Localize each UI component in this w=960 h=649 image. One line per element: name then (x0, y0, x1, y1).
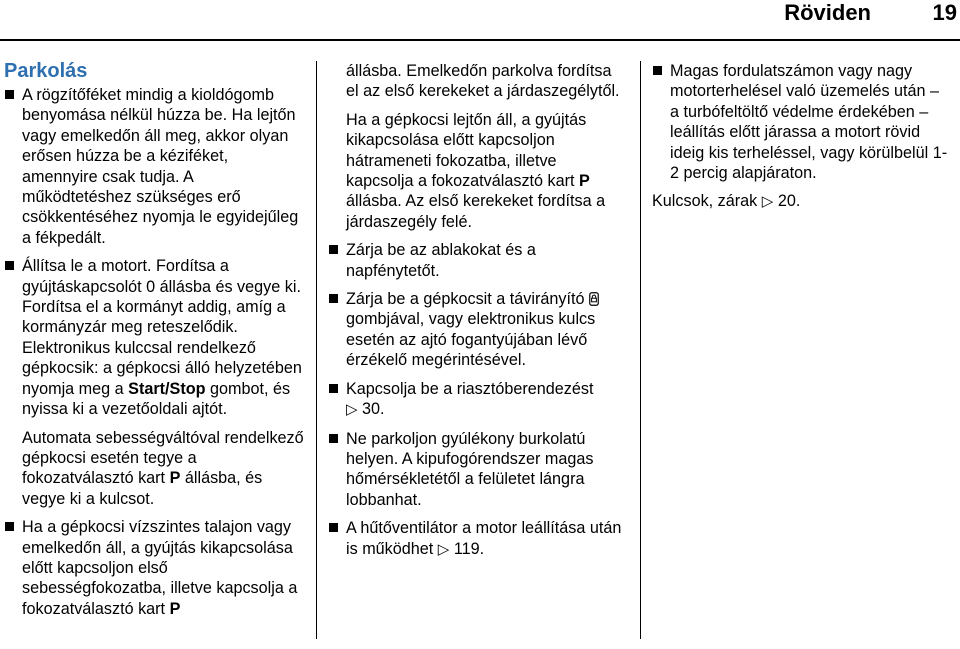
list-item-text: Állítsa le a motort. Fordítsa a gyújtáskapcsolót 0 állásba és vegye ki. Fordítsa el a kormányt addig, amíg a kormányzár meg reteszelődik. Elektronikus kulccsal rendelkező gépkocsik: a gépkocsi álló helyzetében nyomja meg a (22, 257, 302, 398)
reference-arrow-icon: ▷ (437, 540, 450, 558)
section-title: Parkolás (4, 60, 88, 82)
list-item (328, 429, 628, 511)
square-bullet-icon (329, 245, 338, 254)
column-1 (4, 59, 304, 627)
chapter-title: Röviden (784, 0, 871, 25)
square-bullet-icon (653, 66, 662, 75)
list-item-paragraph (22, 256, 304, 419)
gear-p-label: P (579, 172, 590, 191)
list-item-text: Kapcsolja be a riasztóberendezést (346, 379, 594, 398)
list-item (328, 289, 628, 371)
list-item (328, 240, 628, 281)
gear-p-label: P (169, 599, 181, 618)
reference-arrow-icon: ▷ (761, 193, 774, 211)
page-number: 19 (932, 0, 957, 25)
column-divider-2 (640, 61, 641, 639)
column-3 (652, 61, 952, 221)
list-item-text: állásba, és vegye ki a kulcsot. (22, 469, 263, 508)
reference-arrow-icon: ▷ (346, 401, 358, 419)
list-item-paragraph (22, 428, 304, 510)
square-bullet-icon (5, 261, 14, 270)
gear-p-label: P (169, 469, 181, 488)
list-item-text: Zárja be az ablakokat és a napfénytetőt. (346, 241, 536, 280)
cross-reference (652, 191, 952, 212)
list-item-text: Zárja be a gépkocsit a távirányító (346, 290, 589, 309)
list-item-text: Magas fordulatszámon vagy nagy motorterhelésel való üzemelés után – a turbófeltöltő védelme érdekében – leállítás előtt járassa a motort rövid ideig kis terheléssel, vagy körülbelül 1-2 percig alapjáraton. (670, 62, 948, 183)
cross-reference-text: Kulcsok, zárak (652, 192, 758, 211)
header-rule (0, 39, 960, 41)
page-reference[interactable]: 20. (777, 192, 801, 211)
continued-paragraph (328, 61, 628, 102)
list-item (328, 518, 628, 560)
page-header (0, 0, 960, 40)
list-item-text: gombjával, vagy elektronikus kulcs esetén az ajtó fogantyújában lévő érzékelő megérintésével. (346, 310, 596, 370)
start-stop-label: Start/Stop (128, 379, 206, 398)
list-item-text: Ne parkoljon gyúlékony burkolatú helyen. A kipufogórendszer magas hőmérsékletétől a felületet lángra lobbanhat. (346, 429, 594, 509)
page-reference[interactable]: 119. (453, 539, 485, 558)
square-bullet-icon (5, 522, 14, 531)
list-item-text: gombot, és nyissa ki a vezetőoldali ajtót. (22, 379, 291, 419)
paragraph-text: Ha a gépkocsi lejtőn áll, a gyújtás kikapcsolása előtt kapcsoljon hátrameneti fokozatba, illetve kapcsolja a fokozatválasztó kart (346, 110, 587, 191)
paragraph-text: állásba. Emelkedőn parkolva fordítsa el az első kerekeket a járdaszegélytől. (346, 62, 620, 101)
paragraph-text: állásba. Az első kerekeket fordítsa a járdaszegély felé. (346, 192, 606, 231)
column-divider-1 (316, 61, 317, 639)
list-item (652, 61, 952, 183)
square-bullet-icon (329, 384, 338, 393)
list-item-text: Ha a gépkocsi vízszintes talajon vagy emelkedőn áll, a gyújtás kikapcsolása előtt kapcsoljon első sebességfokozatba, illetve kapcsolja a fokozatválasztó kart (22, 518, 298, 618)
square-bullet-icon (329, 434, 338, 443)
list-item-text: A rögzítőféket mindig a kioldógomb benyomása nélkül húzza be. Ha lejtőn vagy emelkedőn áll meg, akkor olyan erősen húzza be a kéziféket, amennyire csak tudja. A működtetéshez szükséges erő csökkentéséhez nyomja le egyidejűleg a fékpedált. (22, 86, 299, 247)
square-bullet-icon (329, 523, 338, 532)
list-item (4, 256, 304, 509)
list-item-text: A hűtőventilátor a motor leállítása után is működhet (346, 519, 622, 558)
page-reference[interactable]: 30. (362, 400, 385, 419)
square-bullet-icon (329, 294, 338, 303)
column-2 (328, 61, 628, 568)
list-item (4, 517, 304, 619)
list-item (4, 85, 304, 248)
list-item-text: Automata sebességváltóval rendelkező gépkocsi esetén tegye a fokozatválasztó kart (22, 428, 304, 488)
square-bullet-icon (5, 90, 14, 99)
list-item (328, 379, 628, 421)
continued-paragraph (328, 110, 628, 232)
lock-button-icon (589, 292, 599, 306)
